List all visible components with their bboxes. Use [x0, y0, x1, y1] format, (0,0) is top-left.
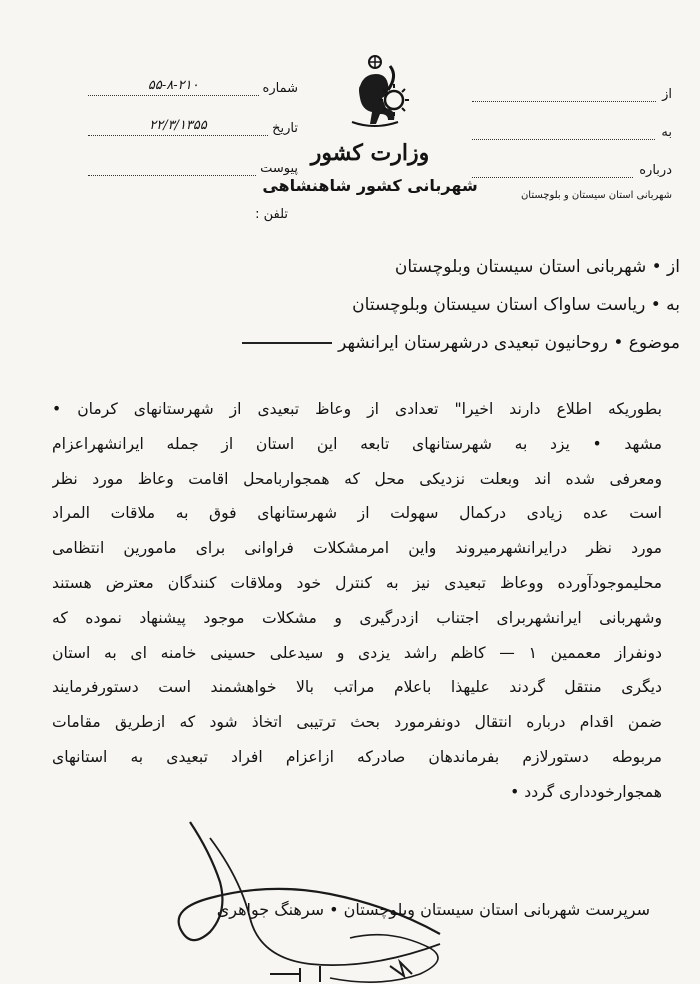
body-line: مربوطه دستورلازم بفرماندهان صادرکه ازاعزام افراد تبعیدی به استانهای — [52, 747, 662, 766]
body-line: دونفراز معممین ۱ — کاظم راشد یزدی و سیدعلی حسینی خامنه ای به استان — [52, 643, 662, 662]
letter-attachment-label: پیوست — [260, 161, 298, 176]
body-line: مشهد • یزد به شهرستانهای تابعه این استان از جمله ایرانشهراعزام — [52, 434, 662, 453]
memo-subject-row — [240, 324, 680, 362]
ministry-title: وزارت کشور — [310, 140, 430, 166]
letter-number-label: شماره — [262, 81, 298, 96]
from-label: از — [662, 87, 672, 102]
letter-number-value: ۵۵-۸-۲۱۰ — [88, 78, 259, 96]
addressing-block — [472, 64, 672, 201]
memo-to: به • ریاست ساواک استان سیستان وبلوچستان — [352, 295, 680, 315]
regarding-line — [472, 177, 633, 178]
to-line — [472, 139, 655, 140]
phone-label: تلفن : — [255, 207, 288, 222]
letter-date-label: تاریخ — [272, 121, 298, 136]
memo-from: از • شهربانی استان سیستان وبلوچستان — [394, 257, 680, 277]
to-row — [472, 102, 672, 140]
signature-line: سرپرست شهربانی استان سیستان وبلوچستان • سرهنگ جواهری — [216, 900, 650, 919]
letter-attachment-row — [88, 136, 298, 176]
regarding-label: درباره — [639, 163, 672, 178]
to-label: به — [661, 125, 672, 140]
body-line: است عده زیادی درکمال سهولت از شهرستانهای فوق به ملاقات المراد — [52, 504, 662, 523]
body-line: بطوریکه اطلاع دارند اخیرا" تعدادی از وعاظ تبعیدی از شهرستانهای کرمان • — [52, 400, 662, 418]
letter-number-row — [88, 56, 298, 96]
letter-date-row — [88, 96, 298, 136]
from-line — [472, 101, 656, 102]
letter-body — [52, 392, 662, 810]
regarding-row — [472, 140, 672, 178]
memo-subject: موضوع • روحانیون تبعیدی درشهرستان ایرانشهر — [338, 333, 680, 353]
memo-addresses — [240, 248, 680, 362]
subject-underline — [242, 342, 332, 344]
letter-attachment-value — [88, 173, 256, 176]
body-line: مورد نظر درایرانشهرمیروند واین امرمشکلات فراوانی برای مامورین انتظامی — [52, 539, 662, 558]
phone-value — [88, 220, 251, 222]
letter-date-value: ۲۲/۳/۱۳۵۵ — [88, 118, 268, 136]
office-line: شهربانی استان سیستان و بلوچستان — [520, 190, 672, 201]
body-line: محلیموجودآورده ووعاظ تبعیدی نیز به کنترل خود وملاقات کنندگان معترض هستند — [52, 573, 662, 592]
lion-and-sun-emblem-icon — [330, 52, 420, 136]
body-line: دیگری منتقل گردند علیهذا باعلام مراتب بالا خواهشمند است دستورفرمایند — [52, 678, 662, 697]
body-line: ومعرفی شده اند وبعلت نزدیکی محل که همجواربامحل اقامت وعاظ مورد نظر — [52, 469, 662, 488]
letter-reference-block — [88, 56, 298, 222]
body-line: همجوارخودداری گردد • — [510, 782, 662, 801]
body-line: وشهربانی ایرانشهربرای اجتناب ازدرگیری و مشکلات موجود پیشنهاد نموده که — [52, 608, 662, 627]
body-line: ضمن اقدام درباره انتقال دونفرمورد بحث ترتیبی اتخاذ شود که ازطریق مقامات — [52, 713, 662, 732]
police-department-title: شهربانی کشور شاهنشاهی — [262, 176, 478, 195]
from-row — [472, 64, 672, 102]
